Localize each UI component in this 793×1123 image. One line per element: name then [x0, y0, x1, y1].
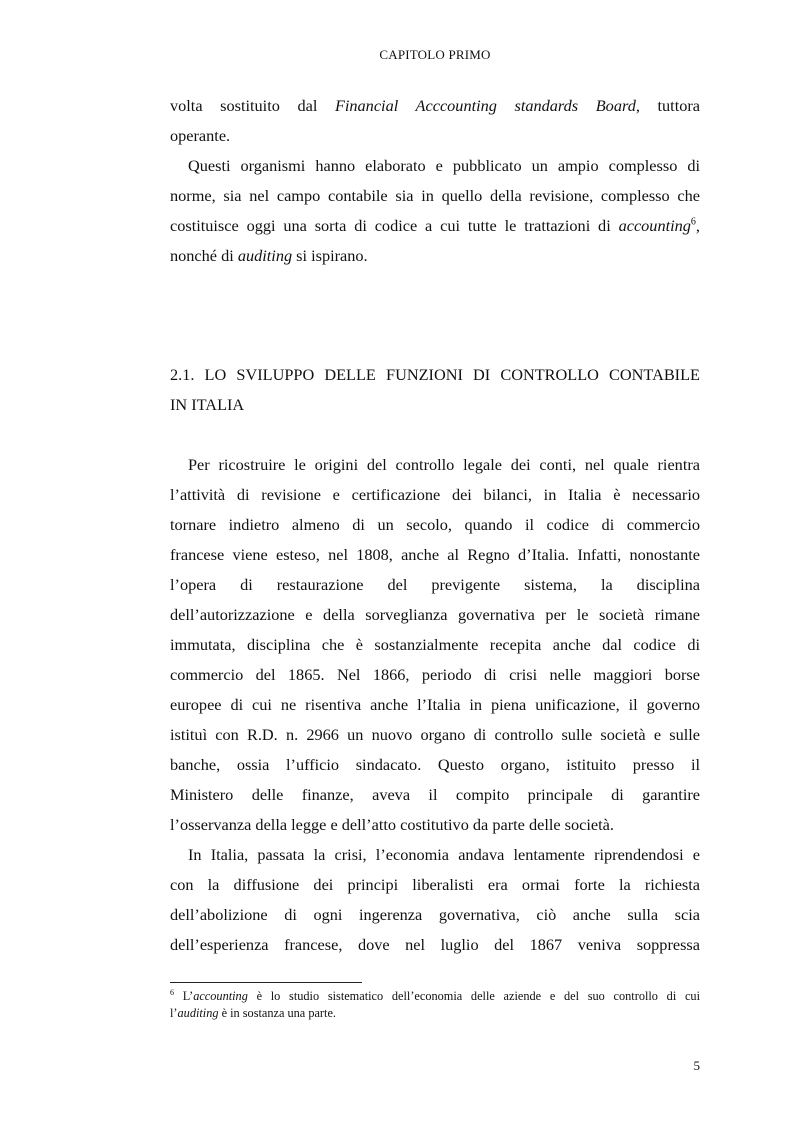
text-line: Ministero delle finanze, aveva il compito principale di garantire	[170, 785, 700, 804]
text-line: francese viene esteso, nel 1808, anche al Regno d’Italia. Infatti, nonostante	[170, 545, 700, 564]
text-line: Questi organismi hanno elaborato e pubblicato un ampio complesso di	[188, 156, 700, 175]
text-line: l’opera di restaurazione del previgente sistema, la disciplina	[170, 575, 700, 594]
text-line: dell’autorizzazione e della sorveglianza governativa per le società rimane	[170, 605, 700, 624]
footnote-number: 6	[170, 987, 174, 997]
footnote-reference: 6	[690, 216, 696, 228]
text-line: norme, sia nel campo contabile sia in quello della revisione, complesso che	[170, 186, 700, 205]
section-heading-line: IN ITALIA	[170, 395, 245, 414]
footnote-line: $^6$ L’accounting è lo studio sistematico dell’economia delle aziende e del suo controllo di cui	[170, 987, 700, 1003]
body-text	[170, 450, 700, 960]
text-line: In Italia, passata la crisi, l’economia andava lentamente riprendendosi e	[188, 845, 700, 864]
text-line: tornare indietro almeno di un secolo, quando il codice di commercio	[170, 515, 700, 534]
text-line: operante.	[170, 126, 231, 145]
text-line: costituisce oggi una sorta di codice a cui tutte le trattazioni di accounting$^6$,	[170, 216, 700, 235]
text-line: dell’esperienza francese, dove nel luglio del 1867 veniva soppressa	[170, 935, 700, 954]
text-line: con la diffusione dei principi liberalisti era ormai forte la richiesta	[170, 875, 700, 894]
text-line: l’osservanza della legge e dell’atto costitutivo da parte delle società.	[170, 815, 614, 834]
intro-paragraph	[170, 91, 700, 271]
text-line: l’attività di revisione e certificazione dei bilanci, in Italia è necessario	[170, 485, 700, 504]
text-line: nonché di auditing si ispirano.	[170, 246, 368, 265]
text-line: immutata, disciplina che è sostanzialmente recepita anche dal codice di	[170, 635, 700, 654]
text-line: banche, ossia l’ufficio sindacato. Questo organo, istituito presso il	[170, 755, 700, 774]
text-line: Per ricostruire le origini del controllo legale dei conti, nel quale rientra	[188, 455, 700, 474]
page-number: 5	[693, 1058, 700, 1073]
text-line: volta sostituito dal Financial Acccounting standards Board, tuttora	[170, 96, 701, 115]
text-line: dell’abolizione di ogni ingerenza governativa, ciò anche sulla scia	[170, 905, 700, 924]
text-line: europee di cui ne risentiva anche l’Italia in piena unificazione, il governo	[170, 695, 700, 714]
text-line: commercio del 1865. Nel 1866, periodo di crisi nelle maggiori borse	[170, 665, 700, 684]
footnote	[170, 988, 700, 1022]
footnote-separator	[170, 982, 362, 983]
running-head: CAPITOLO PRIMO	[379, 47, 491, 62]
text-line: istituì con R.D. n. 2966 un nuovo organo di controllo sulle società e sulle	[170, 725, 700, 744]
section-heading-line: 2.1. LO SVILUPPO DELLE FUNZIONI DI CONTROLLO CONTABILE	[170, 365, 700, 384]
footnote-line: l’auditing è in sostanza una parte.	[170, 1006, 336, 1020]
section-heading	[170, 360, 700, 420]
